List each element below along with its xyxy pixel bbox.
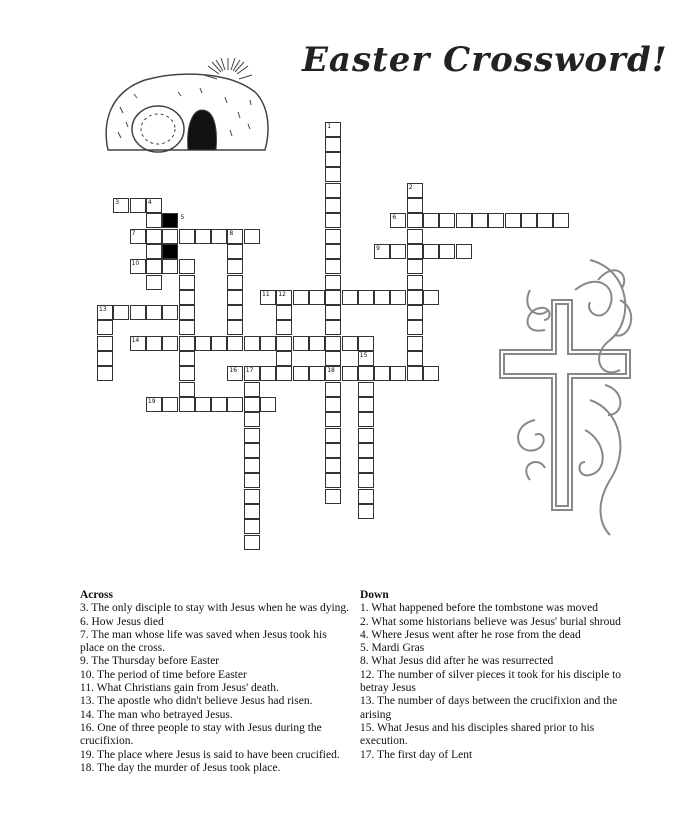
crossword-cell[interactable] bbox=[325, 336, 341, 351]
down-clue: 5. Mardi Gras bbox=[360, 642, 425, 655]
crossword-cell[interactable] bbox=[390, 244, 406, 259]
crossword-cell[interactable] bbox=[358, 397, 374, 412]
clue-number: 10 bbox=[131, 260, 140, 268]
across-clue: 19. The place where Jesus is said to have been crucified. bbox=[80, 748, 340, 761]
crossword-cell[interactable] bbox=[407, 290, 423, 305]
clue-number: 12 bbox=[278, 290, 286, 298]
crossword-cell[interactable] bbox=[130, 198, 146, 213]
crossword-cell[interactable] bbox=[260, 366, 276, 381]
crossword-cell[interactable] bbox=[146, 259, 162, 274]
crossword-cell[interactable] bbox=[325, 305, 341, 320]
down-clue: 4. Where Jesus went after he rose from the dead bbox=[360, 628, 581, 641]
clue-number: 7 bbox=[131, 229, 136, 237]
crossword-cell[interactable] bbox=[97, 366, 113, 381]
crossword-cell[interactable] bbox=[195, 336, 211, 351]
across-clue: 13. The apostle who didn't believe Jesus had risen. bbox=[80, 695, 313, 708]
crossword-cell[interactable] bbox=[260, 336, 276, 351]
crossword-cell[interactable] bbox=[227, 336, 243, 351]
crossword-cell[interactable] bbox=[293, 336, 309, 351]
crossword-cell[interactable] bbox=[179, 336, 195, 351]
crossword-cell[interactable] bbox=[325, 428, 341, 443]
crossword-cell[interactable] bbox=[260, 397, 276, 412]
crossword-cell[interactable] bbox=[97, 351, 113, 366]
crossword-cell[interactable] bbox=[505, 213, 521, 228]
crossword-cell[interactable] bbox=[358, 336, 374, 351]
across-clues bbox=[80, 589, 352, 775]
crossword-cell[interactable] bbox=[325, 213, 341, 228]
crossword-cell[interactable] bbox=[244, 473, 260, 488]
crossword-cell[interactable] bbox=[390, 290, 406, 305]
crossword-cell[interactable] bbox=[521, 213, 537, 228]
crossword-cell[interactable] bbox=[179, 259, 195, 274]
crossword-cell[interactable] bbox=[113, 305, 129, 320]
crossword-cell[interactable] bbox=[325, 458, 341, 473]
crossword-cell[interactable] bbox=[390, 366, 406, 381]
crossword-cell[interactable] bbox=[423, 290, 439, 305]
crossword-cell[interactable] bbox=[211, 397, 227, 412]
clue-number: 19 bbox=[147, 397, 156, 405]
crossword-cell[interactable] bbox=[342, 366, 358, 381]
crossword-cell[interactable] bbox=[325, 229, 341, 244]
crossword-cell[interactable] bbox=[358, 458, 374, 473]
crossword-cell[interactable] bbox=[358, 366, 374, 381]
crossword-cell[interactable] bbox=[179, 290, 195, 305]
crossword-cell[interactable] bbox=[325, 244, 341, 259]
clue-number: 14 bbox=[131, 336, 140, 344]
crossword-cell[interactable] bbox=[407, 336, 423, 351]
clue-number: 3 bbox=[115, 199, 120, 206]
crossword-cell[interactable] bbox=[211, 336, 227, 351]
crossword-cell[interactable] bbox=[358, 290, 374, 305]
clue-number: 1 bbox=[327, 122, 332, 130]
crossword-cell[interactable] bbox=[244, 412, 260, 427]
crossword-cell[interactable] bbox=[276, 320, 292, 335]
crossword-cell[interactable] bbox=[325, 259, 341, 274]
crossword-black-cell bbox=[162, 213, 178, 228]
crossword-cell[interactable] bbox=[227, 244, 243, 259]
crossword-cell[interactable] bbox=[325, 275, 341, 290]
crossword-cell[interactable] bbox=[423, 213, 439, 228]
crossword-cell[interactable] bbox=[179, 275, 195, 290]
page-title: Easter Crossword! bbox=[302, 40, 668, 80]
clue-number: 5 bbox=[180, 214, 185, 222]
crossword-cell[interactable] bbox=[227, 305, 243, 320]
crossword-cell[interactable] bbox=[179, 382, 195, 397]
crossword-cell[interactable] bbox=[325, 412, 341, 427]
crossword-cell[interactable] bbox=[358, 489, 374, 504]
crossword-cell[interactable] bbox=[358, 504, 374, 519]
down-clue: 12. The number of silver pieces it took for his disciple to betray Jesus bbox=[360, 668, 622, 695]
crossword-cell[interactable] bbox=[244, 336, 260, 351]
crossword-cell[interactable] bbox=[293, 290, 309, 305]
crossword-cell[interactable] bbox=[162, 305, 178, 320]
down-clue: 8. What Jesus did after he was resurrected bbox=[360, 655, 554, 668]
crossword-cell[interactable] bbox=[407, 259, 423, 274]
crossword-cell[interactable] bbox=[244, 458, 260, 473]
crossword-cell[interactable] bbox=[407, 229, 423, 244]
crossword-cell[interactable] bbox=[342, 336, 358, 351]
crossword-cell[interactable] bbox=[244, 519, 260, 534]
crossword-cell[interactable] bbox=[276, 351, 292, 366]
crossword-cell[interactable] bbox=[439, 213, 455, 228]
clue-number: 9 bbox=[376, 244, 380, 252]
crossword-cell[interactable] bbox=[407, 198, 423, 213]
crossword-cell[interactable] bbox=[146, 305, 162, 320]
down-clues bbox=[360, 589, 626, 762]
crossword-cell[interactable] bbox=[325, 137, 341, 152]
across-clue: 10. The period of time before Easter bbox=[80, 668, 247, 681]
crossword-cell[interactable] bbox=[227, 320, 243, 335]
across-clue: 18. The day the murder of Jesus took place. bbox=[80, 761, 281, 774]
crossword-cell[interactable] bbox=[407, 213, 423, 228]
across-clue: 7. The man whose life was saved when Jesus took his place on the cross. bbox=[80, 628, 327, 655]
crossword-cell[interactable] bbox=[325, 290, 341, 305]
crossword-cell[interactable] bbox=[472, 213, 488, 228]
across-clue: 3. The only disciple to stay with Jesus when he was dying. bbox=[80, 602, 350, 615]
crossword-cell[interactable] bbox=[423, 244, 439, 259]
crossword-cell[interactable] bbox=[407, 320, 423, 335]
crossword-cell[interactable] bbox=[179, 305, 195, 320]
down-clue: 13. The number of days between the crucifixion and the arising bbox=[360, 695, 618, 721]
crossword-cell[interactable] bbox=[162, 259, 178, 274]
crossword-black-cell bbox=[162, 244, 178, 259]
crossword-cell[interactable] bbox=[407, 305, 423, 320]
crossword-cell[interactable] bbox=[244, 504, 260, 519]
crossword-cell[interactable] bbox=[276, 305, 292, 320]
crossword-cell[interactable] bbox=[325, 473, 341, 488]
crossword-cell[interactable] bbox=[146, 213, 162, 228]
crossword-cell[interactable] bbox=[325, 183, 341, 198]
crossword-cell[interactable] bbox=[179, 320, 195, 335]
crossword-cell[interactable] bbox=[537, 213, 553, 228]
crossword-cell[interactable] bbox=[358, 412, 374, 427]
clue-number: 17 bbox=[245, 367, 254, 375]
crossword-cell[interactable] bbox=[162, 336, 178, 351]
down-heading: Down bbox=[360, 589, 389, 601]
crossword-cell[interactable] bbox=[423, 366, 439, 381]
crossword-cell[interactable] bbox=[407, 275, 423, 290]
across-clue: 14. The man who betrayed Jesus. bbox=[80, 708, 233, 721]
crossword-cell[interactable] bbox=[374, 366, 390, 381]
crossword-cell[interactable] bbox=[309, 336, 325, 351]
crossword-cell[interactable] bbox=[325, 397, 341, 412]
crossword-cell[interactable] bbox=[244, 535, 260, 550]
crossword-cell[interactable] bbox=[407, 244, 423, 259]
clue-number: 11 bbox=[262, 290, 270, 298]
crossword-cell[interactable] bbox=[325, 443, 341, 458]
across-clue: 16. One of three people to stay with Jesus during the crucifixion. bbox=[80, 721, 322, 748]
clue-number: 13 bbox=[99, 306, 107, 314]
crossword-cell[interactable] bbox=[146, 244, 162, 259]
crossword-cell[interactable] bbox=[97, 336, 113, 351]
crossword-cell[interactable] bbox=[146, 229, 162, 244]
clue-number: 15 bbox=[359, 352, 368, 359]
crossword-cell[interactable] bbox=[488, 213, 504, 228]
crossword-cell[interactable] bbox=[276, 366, 292, 381]
crossword-cell[interactable] bbox=[162, 397, 178, 412]
crossword-cell[interactable] bbox=[325, 320, 341, 335]
down-clue: 15. What Jesus and his disciples shared prior to his execution. bbox=[360, 721, 595, 748]
crossword-cell[interactable] bbox=[456, 213, 472, 228]
crossword-cell[interactable] bbox=[358, 443, 374, 458]
crossword-cell[interactable] bbox=[358, 382, 374, 397]
crossword-cell[interactable] bbox=[179, 351, 195, 366]
crossword-cell[interactable] bbox=[325, 351, 341, 366]
across-clue: 9. The Thursday before Easter bbox=[80, 655, 220, 668]
crossword-cell[interactable] bbox=[97, 320, 113, 335]
crossword-cell[interactable] bbox=[227, 397, 243, 412]
clue-number: 6 bbox=[392, 214, 397, 222]
crossword-cell[interactable] bbox=[130, 305, 146, 320]
crossword-cell[interactable] bbox=[439, 244, 455, 259]
crossword-cell[interactable] bbox=[325, 382, 341, 397]
crossword-cell[interactable] bbox=[227, 290, 243, 305]
crossword-cell[interactable] bbox=[244, 428, 260, 443]
crossword-cell[interactable] bbox=[146, 336, 162, 351]
crossword-cell[interactable] bbox=[179, 397, 195, 412]
crossword-cell[interactable] bbox=[553, 213, 569, 228]
crossword-cell[interactable] bbox=[179, 366, 195, 381]
crossword-cell[interactable] bbox=[244, 397, 260, 412]
crossword-cell[interactable] bbox=[358, 428, 374, 443]
clue-number: 4 bbox=[147, 199, 152, 206]
crossword-cell[interactable] bbox=[195, 397, 211, 412]
crossword-cell[interactable] bbox=[227, 275, 243, 290]
across-clue: 11. What Christians gain from Jesus' death. bbox=[80, 682, 279, 695]
across-heading: Across bbox=[80, 589, 114, 601]
crossword-cell[interactable] bbox=[244, 443, 260, 458]
crossword-cell[interactable] bbox=[325, 152, 341, 167]
crossword-cell[interactable] bbox=[309, 290, 325, 305]
clue-number: 8 bbox=[229, 229, 234, 237]
crossword-cell[interactable] bbox=[276, 336, 292, 351]
crossword-cell[interactable] bbox=[244, 489, 260, 504]
across-clue: 6. How Jesus died bbox=[80, 615, 164, 628]
crossword-cell[interactable] bbox=[325, 198, 341, 213]
crossword-cell[interactable] bbox=[195, 229, 211, 244]
crossword-cell[interactable] bbox=[342, 290, 358, 305]
crossword-cell[interactable] bbox=[407, 351, 423, 366]
crossword-cell[interactable] bbox=[244, 229, 260, 244]
crossword-cell[interactable] bbox=[325, 167, 341, 182]
crossword-cell[interactable] bbox=[456, 244, 472, 259]
crossword-cell[interactable] bbox=[162, 229, 178, 244]
clue-number: 2 bbox=[408, 183, 413, 191]
crossword-cell[interactable] bbox=[325, 489, 341, 504]
crossword-cell[interactable] bbox=[407, 366, 423, 381]
down-clue: 17. The first day of Lent bbox=[360, 748, 473, 761]
crossword-cell[interactable] bbox=[374, 290, 390, 305]
crossword-cell[interactable] bbox=[146, 275, 162, 290]
down-clue: 1. What happened before the tombstone was moved bbox=[360, 602, 599, 615]
down-clue: 2. What some historians believe was Jesus' burial shroud bbox=[360, 615, 621, 628]
crossword-cell[interactable] bbox=[358, 473, 374, 488]
crossword-cell[interactable] bbox=[293, 366, 309, 381]
crossword-cell[interactable] bbox=[211, 229, 227, 244]
crossword-cell[interactable] bbox=[179, 229, 195, 244]
clue-number: 18 bbox=[327, 367, 335, 375]
clue-number: 16 bbox=[229, 367, 238, 375]
crossword-cell[interactable] bbox=[227, 259, 243, 274]
crossword-cell[interactable] bbox=[244, 382, 260, 397]
crossword-cell[interactable] bbox=[309, 366, 325, 381]
